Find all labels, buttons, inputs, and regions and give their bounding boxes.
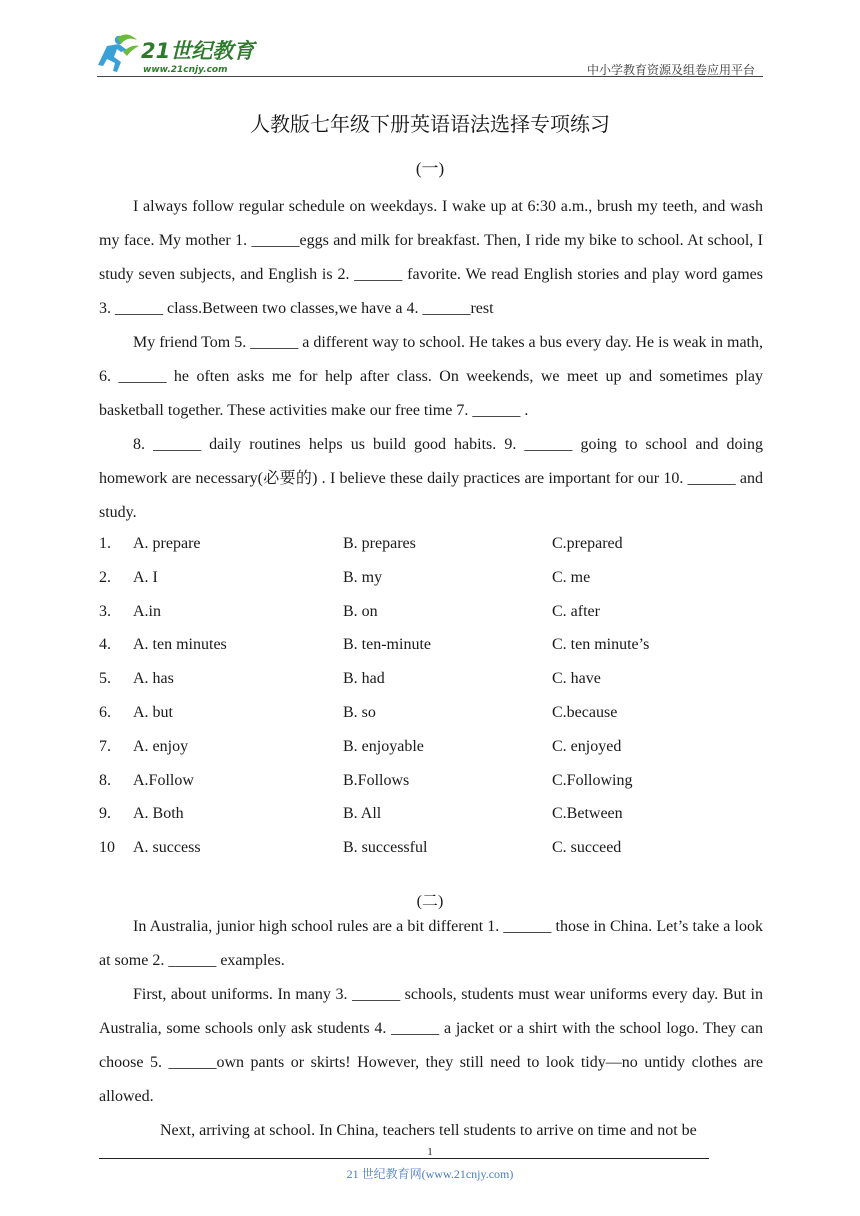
section1-heading: (一) <box>415 159 445 178</box>
option-row-5 <box>99 662 763 696</box>
question-number: 9. <box>99 805 111 823</box>
option-a: A. success <box>133 839 201 857</box>
site-logo <box>97 32 267 76</box>
question-number: 10 <box>99 839 115 857</box>
platform-name: 中小学教育资源及组卷应用平台 <box>586 63 755 77</box>
logo-url: www.21cnjy.com <box>143 65 228 75</box>
option-c: C. enjoyed <box>552 737 622 755</box>
option-b: B. on <box>343 602 378 620</box>
question-number: 5. <box>99 670 111 688</box>
option-b: B. All <box>343 805 382 823</box>
option-b: B. successful <box>343 839 428 857</box>
question-number: 7. <box>99 737 111 755</box>
footer-site: 21 世纪教育网(www.21cnjy.com) <box>346 1167 514 1181</box>
page-header <box>97 30 763 78</box>
question-number: 3. <box>99 602 111 620</box>
section2-passage <box>99 910 763 1148</box>
option-b: B.Follows <box>343 771 410 789</box>
paragraph: 8. ______ daily routines helps us build good habits. 9. ______ going to school and doing homework are necessary(必要的) . I believe these daily practices are important for our 10. ______ and study. <box>99 436 763 521</box>
option-row-9 <box>99 797 763 831</box>
option-row-1 <box>99 527 763 561</box>
option-a: A. enjoy <box>133 737 189 755</box>
paragraph: I always follow regular schedule on weekdays. I wake up at 6:30 a.m., brush my teeth, and wash my face. My mother 1. ______eggs and milk for breakfast. Then, I ride my bike to school. At school, I study seven subjects, and English is 2. ______ favorite. We read English stories and play word games 3. ______ class.Between two classes,we have a 4. ______rest <box>99 198 763 317</box>
section2-heading: (二) <box>416 893 444 910</box>
option-c: C.because <box>552 703 618 721</box>
option-b: B. ten-minute <box>343 636 431 654</box>
option-c: C.prepared <box>552 535 623 552</box>
option-row-3 <box>99 595 763 629</box>
option-b: B. prepares <box>343 535 416 552</box>
options-list <box>99 527 763 865</box>
option-b: B. had <box>343 670 385 688</box>
option-row-6 <box>99 696 763 730</box>
header-divider <box>97 76 763 77</box>
option-c: C. ten minute’s <box>552 636 650 654</box>
question-number: 1. <box>99 535 111 552</box>
footer-divider <box>99 1158 709 1159</box>
option-c: C.Between <box>552 805 623 823</box>
option-c: C.Following <box>552 771 633 789</box>
option-a: A.in <box>133 602 161 620</box>
question-number: 6. <box>99 703 111 721</box>
option-c: C. have <box>552 670 601 688</box>
option-c: C. me <box>552 568 591 586</box>
question-number: 8. <box>99 771 111 789</box>
option-b: B. my <box>343 568 383 586</box>
option-row-2 <box>99 561 763 595</box>
question-number: 4. <box>99 636 111 654</box>
paragraph: Next, arriving at school. In China, teachers tell students to arrive on time and not be <box>160 1122 697 1139</box>
option-row-4 <box>99 628 763 662</box>
option-a: A. Both <box>133 805 184 823</box>
option-a: A. I <box>133 568 158 586</box>
option-a: A. but <box>133 703 173 721</box>
option-a: A. has <box>133 670 174 688</box>
paragraph: First, about uniforms. In many 3. ______ schools, students must wear uniforms every day. But in Australia, some schools only ask students 4. ______ a jacket or a shirt with the school logo. They can choose 5. ______own pants or skirts! However, they still need to look tidy—no untidy clothes are allowed. <box>99 986 763 1105</box>
option-a: A. prepare <box>133 535 201 552</box>
option-c: C. after <box>552 602 600 620</box>
paragraph: In Australia, junior high school rules are a bit different 1. ______ those in China. Let’s take a look at some 2. ______ examples. <box>99 918 763 969</box>
option-c: C. succeed <box>552 839 622 857</box>
question-number: 2. <box>99 568 111 586</box>
page-title: 人教版七年级下册英语语法选择专项练习 <box>250 112 610 136</box>
paragraph: My friend Tom 5. ______ a different way to school. He takes a bus every day. He is weak in math, 6. ______ he often asks me for help after class. On weekends, we meet up and sometimes play basketball together. These activities make our free time 7. ______ . <box>99 334 763 419</box>
option-row-7 <box>99 730 763 764</box>
option-a: A.Follow <box>133 771 194 789</box>
section1-passage <box>99 190 763 530</box>
option-b: B. so <box>343 703 376 721</box>
logo-text: 21世纪教育 <box>141 39 255 63</box>
option-row-10 <box>99 831 763 865</box>
option-b: B. enjoyable <box>343 737 424 755</box>
runner-icon <box>98 34 139 72</box>
option-row-8 <box>99 764 763 798</box>
page-number: 1 <box>427 1146 433 1158</box>
option-a: A. ten minutes <box>133 636 227 654</box>
